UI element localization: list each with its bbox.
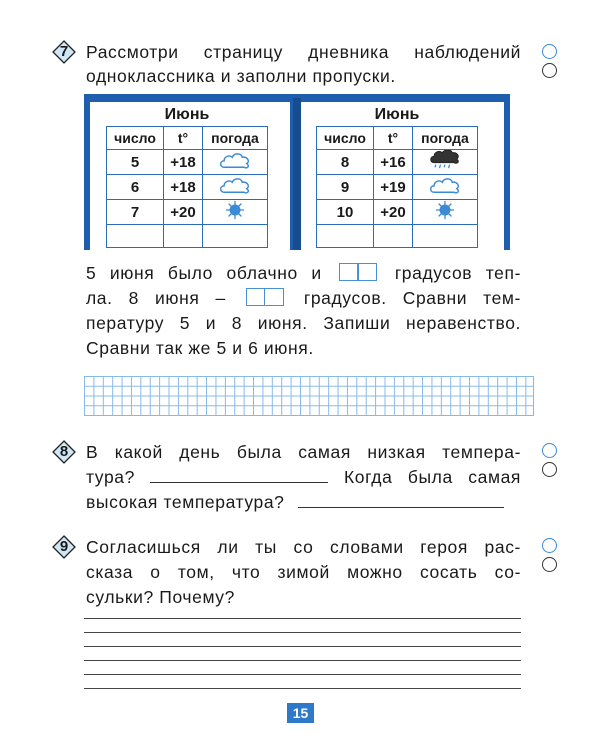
col-header-temp: t° <box>164 127 203 150</box>
answer-line[interactable] <box>84 632 521 633</box>
temp-cell: +18 <box>164 150 203 175</box>
answer-box[interactable] <box>339 263 377 281</box>
col-header-weather: погода <box>413 127 478 150</box>
task-8-line-2: тура? Когда была самая <box>86 467 522 487</box>
answer-line[interactable] <box>150 482 328 483</box>
task-8-number-badge: 8 <box>52 440 76 464</box>
table-row <box>107 200 268 225</box>
cloud-icon <box>215 175 255 195</box>
answer-circle[interactable] <box>542 462 557 477</box>
task-9-number-badge: 9 <box>52 535 76 559</box>
task-8-line-1: В какой день была самая низкая темпера- <box>86 442 521 462</box>
page-number: 15 <box>287 703 314 723</box>
temp-cell: +20 <box>164 200 203 225</box>
answer-line[interactable] <box>84 646 521 647</box>
task-7-paragraph-line-3: пературу 5 и 8 июня. Запиши неравенство. <box>86 313 521 333</box>
day-cell: 10 <box>317 200 374 225</box>
task-8-line-3: высокая температура? <box>86 490 521 515</box>
answer-line[interactable] <box>84 674 521 675</box>
task-7-paragraph-line-1: 5 июня было облачно и градусов теп- <box>86 263 521 283</box>
day-cell: 5 <box>107 150 164 175</box>
rain-cloud-icon <box>425 150 465 170</box>
answer-line[interactable] <box>84 618 521 619</box>
col-header-weather: погода <box>203 127 268 150</box>
diary-table-right <box>316 104 478 248</box>
task-7-line-2: одноклассника и заполни пропуски. <box>86 66 396 86</box>
answer-line[interactable] <box>84 688 521 689</box>
diary-title: Июнь <box>317 104 478 127</box>
answer-box[interactable] <box>246 288 284 306</box>
task-7-line-1: Рассмотри страницу дневника наблюдений <box>86 42 521 62</box>
day-cell: 6 <box>107 175 164 200</box>
answer-line[interactable] <box>84 660 521 661</box>
cloud-icon <box>215 150 255 170</box>
col-header-day: число <box>107 127 164 150</box>
temp-cell: +20 <box>374 200 413 225</box>
day-cell: 9 <box>317 175 374 200</box>
cloud-icon <box>425 175 465 195</box>
answer-circle-blue[interactable] <box>542 44 557 59</box>
task-7-paragraph-line-4: Сравни так же 5 и 6 июня. <box>86 338 314 358</box>
task-7-number-badge: 7 <box>52 40 76 64</box>
temp-cell: +16 <box>374 150 413 175</box>
answer-circle[interactable] <box>542 63 557 78</box>
task-9-line-2: сказа о том, что зимой можно сосать со- <box>86 562 521 582</box>
table-row <box>107 175 268 200</box>
table-row <box>317 225 478 248</box>
day-cell: 7 <box>107 200 164 225</box>
answer-circle-blue[interactable] <box>542 538 557 553</box>
table-row <box>107 150 268 175</box>
sun-icon <box>425 200 465 220</box>
table-row <box>317 150 478 175</box>
temp-cell: +19 <box>374 175 413 200</box>
observation-diary <box>84 94 510 250</box>
answer-grid[interactable] <box>84 376 534 416</box>
table-row <box>107 225 268 248</box>
col-header-temp: t° <box>374 127 413 150</box>
task-9-line-1: Согласишься ли ты со словами героя рас- <box>86 537 521 557</box>
answer-circle[interactable] <box>542 557 557 572</box>
col-header-day: число <box>317 127 374 150</box>
table-row <box>317 200 478 225</box>
task-9-line-3: сульки? Почему? <box>86 587 235 607</box>
sun-icon <box>215 200 255 220</box>
answer-circle-blue[interactable] <box>542 443 557 458</box>
answer-line[interactable] <box>298 507 504 508</box>
diary-table-left <box>106 104 268 248</box>
temp-cell: +18 <box>164 175 203 200</box>
day-cell: 8 <box>317 150 374 175</box>
diary-title: Июнь <box>107 104 268 127</box>
table-row <box>317 175 478 200</box>
task-7-paragraph-line-2: ла. 8 июня – градусов. Сравни тем- <box>86 288 521 308</box>
